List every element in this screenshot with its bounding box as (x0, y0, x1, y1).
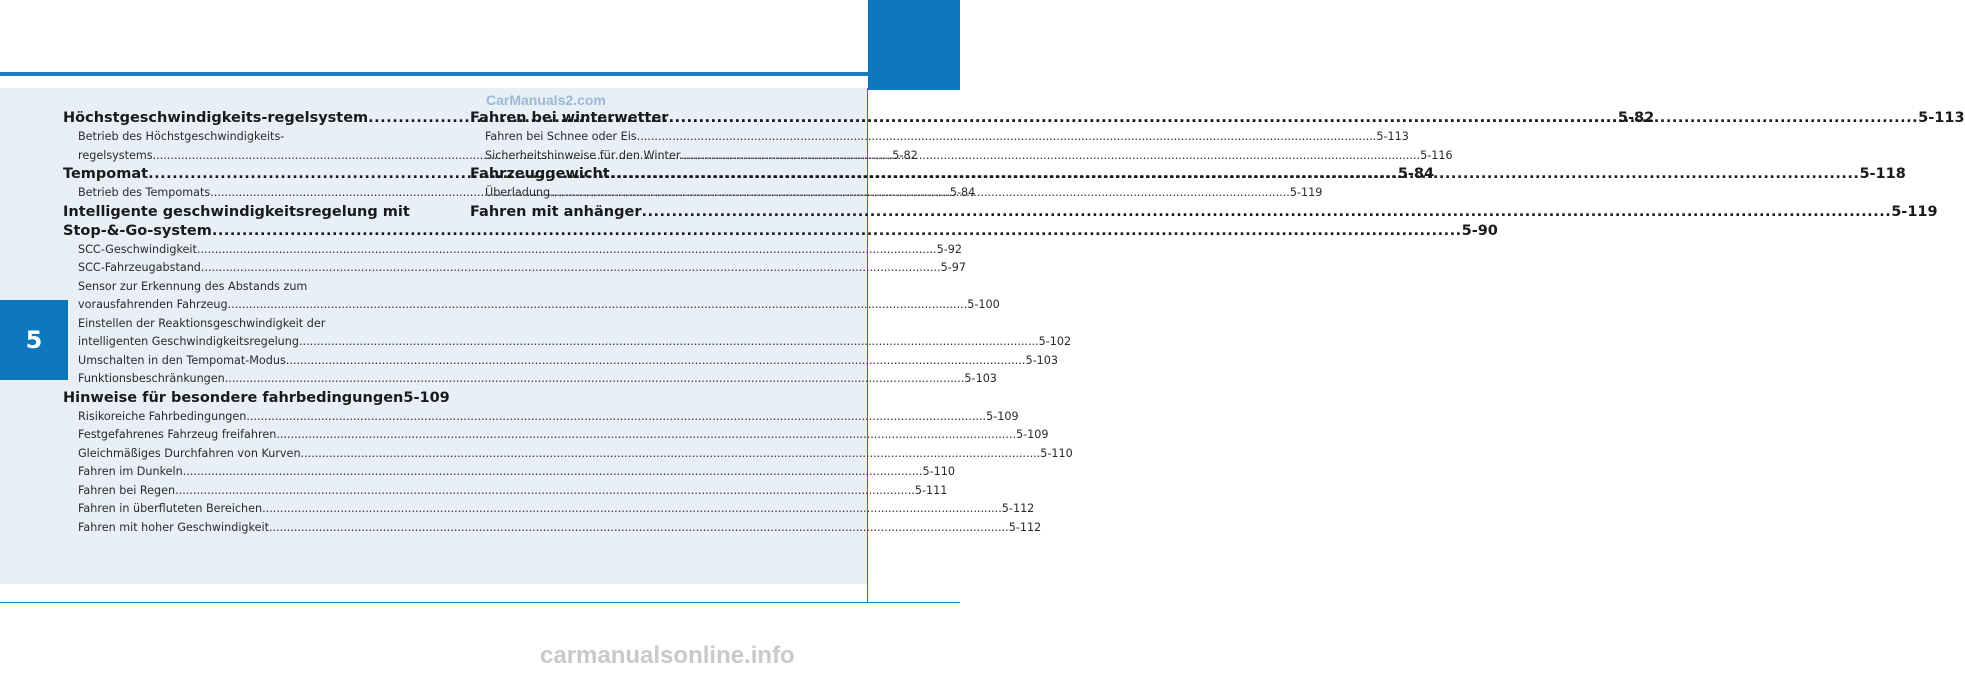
toc-dot-leader (637, 128, 1377, 147)
toc-page: 5-103 (964, 372, 997, 385)
toc-page: 5-102 (1038, 335, 1072, 348)
toc-item[interactable] (63, 241, 962, 260)
toc-page: 5-109 (986, 409, 1019, 423)
toc-heading-title: Hinweise für besondere fahrbedingungen (63, 389, 404, 406)
toc-item[interactable] (63, 426, 1049, 445)
toc-page: 5-109 (403, 389, 450, 406)
toc-item[interactable] (63, 445, 1073, 464)
toc-dot-leader (246, 408, 986, 427)
toc-item-title: intelligenten Geschwindigkeitsregelung (78, 335, 299, 348)
toc-dot-leader (680, 147, 1420, 166)
toc-dot-leader (201, 259, 941, 278)
toc-heading[interactable] (63, 222, 1498, 241)
toc-item-title: Funktionsbeschränkungen (78, 372, 225, 385)
toc-page: 5-119 (1891, 203, 1938, 220)
toc-page: 5-82 (892, 148, 918, 162)
toc-item[interactable] (470, 128, 1409, 147)
watermark-bottom: carmanualsonline.info (540, 642, 795, 669)
toc-item[interactable] (63, 352, 1058, 371)
toc-item-title: Fahren bei Regen (78, 483, 176, 497)
toc-dot-leader (276, 426, 1016, 445)
toc-dot-leader (301, 445, 1041, 464)
toc-page: 5-103 (1025, 353, 1058, 367)
chapter-corner-block (868, 0, 960, 90)
toc-item-title: vorausfahrenden Fahrzeug (78, 298, 228, 311)
toc-page: 5-113 (1918, 110, 1965, 126)
chapter-tab[interactable] (0, 300, 68, 380)
toc-item-title: Fahren bei Schnee oder Eis (485, 130, 637, 143)
footer-rule (0, 602, 960, 603)
toc-item-title: Risikoreiche Fahrbedingungen (78, 409, 247, 423)
toc-item-title: Betrieb des Tempomats (78, 186, 211, 199)
watermark-top: CarManuals2.com (486, 92, 606, 108)
toc-dot-leader (610, 165, 1860, 184)
toc-item[interactable] (63, 519, 1042, 538)
toc-page: 5-82 (1617, 110, 1655, 126)
toc-dot-leader (641, 203, 1891, 222)
toc-item[interactable] (63, 500, 1035, 519)
toc-dot-leader (550, 184, 1290, 203)
toc-page: 5-84 (1397, 166, 1435, 182)
toc-item[interactable] (63, 259, 966, 278)
toc-dot-leader (299, 333, 1039, 352)
toc-page: 5-111 (914, 483, 948, 497)
toc-heading-title: Höchstgeschwindigkeits-regelsystem (63, 110, 369, 126)
toc-item-title: Festgefahrenes Fahrzeug freifahren (78, 428, 277, 441)
toc-heading[interactable] (470, 203, 1938, 222)
toc-heading[interactable] (63, 389, 450, 408)
toc-heading-title: Fahren mit anhänger (470, 203, 642, 220)
toc-page: 5-90 (1461, 222, 1498, 239)
toc-dot-leader (175, 482, 915, 501)
toc-page: 5-112 (1001, 502, 1035, 515)
toc-item[interactable] (63, 333, 1072, 352)
toc-page: 5-110 (922, 465, 955, 478)
toc-item-line[interactable]: Betrieb des Höchstgeschwindigkeits- (78, 130, 285, 143)
toc-dot-leader (286, 352, 1026, 371)
toc-page: 5-118 (1859, 166, 1906, 182)
chapter-number: 5 (25, 326, 43, 354)
toc-item[interactable] (63, 296, 1000, 315)
toc-page: 5-116 (1420, 148, 1453, 162)
toc-item[interactable] (63, 408, 1019, 427)
toc-dot-leader (183, 463, 923, 482)
toc-item-title: regelsystems (78, 148, 153, 162)
toc-page: 5-92 (936, 242, 962, 256)
toc-heading-title: Fahren bei winterwetter (470, 110, 669, 126)
toc-page: 5-97 (940, 261, 966, 274)
toc-item-title: Gleichmäßiges Durchfahren von Kurven (78, 446, 301, 460)
toc-page: 5-119 (1289, 186, 1323, 199)
toc-item-line[interactable]: Sensor zur Erkennung des Abstands zum (78, 279, 308, 293)
toc-heading-title: Stop-&-Go-system (63, 222, 212, 239)
toc-dot-leader (269, 519, 1009, 538)
toc-page: 5-109 (1016, 428, 1049, 441)
toc-dot-leader (262, 500, 1002, 519)
toc-heading-line[interactable]: Intelligente geschwindigkeitsregelung mit (63, 203, 410, 220)
toc-page: 5-84 (949, 186, 976, 199)
toc-heading-title: Fahrzeuggewicht (470, 166, 610, 182)
toc-page: 5-100 (967, 298, 1000, 311)
toc-item-title: SCC-Fahrzeugabstand (78, 261, 201, 274)
toc-item-title: SCC-Geschwindigkeit (78, 242, 197, 256)
toc-item-title: Überladung (485, 186, 551, 199)
toc-dot-leader (668, 109, 1918, 128)
toc-page: 5-110 (1040, 446, 1073, 460)
toc-dot-leader (197, 241, 937, 260)
toc-page: 5-112 (1008, 520, 1042, 534)
toc-item[interactable] (63, 482, 948, 501)
toc-dot-leader (225, 370, 965, 389)
toc-item-title: Fahren im Dunkeln (78, 465, 183, 478)
toc-item-title: Umschalten in den Tempomat-Modus (78, 353, 286, 367)
toc-item-line[interactable]: Einstellen der Reaktionsgeschwindigkeit der (78, 316, 326, 330)
toc-item[interactable] (63, 370, 997, 389)
header-rule (0, 72, 868, 76)
toc-dot-leader (212, 222, 1462, 241)
toc-page: 5-113 (1376, 130, 1409, 143)
toc-item[interactable] (63, 463, 955, 482)
toc-item-title: Sicherheitshinweise für den Winter (485, 148, 681, 162)
toc-heading-title: Tempomat (63, 166, 149, 182)
toc-dot-leader (228, 296, 968, 315)
toc-item-title: Fahren in überfluteten Bereichen (78, 502, 263, 515)
toc-item-title: Fahren mit hoher Geschwindigkeit (78, 520, 269, 534)
